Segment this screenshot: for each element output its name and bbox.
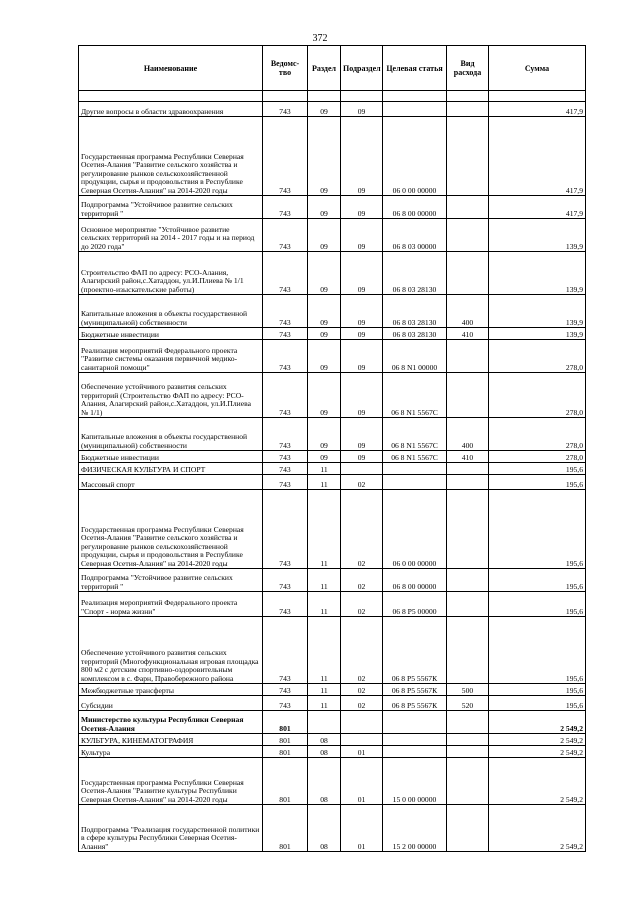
cell-name: Капитальные вложения в объекты государственной (муниципальной) собственности [79,295,263,328]
cell-name: Бюджетные инвестиции [79,328,263,340]
cell-name: ФИЗИЧЕСКАЯ КУЛЬТУРА И СПОРТ [79,463,263,475]
cell-name: Субсидии [79,696,263,711]
cell-name: Обеспечение устойчивого развития сельских территорий (Многофункциональная игровая площадка 800 м2 с детским спортивно-оздоровительным комплексом в с. Фарн, Правобережного района [79,617,263,684]
cell-razdel: 11 [308,617,341,684]
cell-name: Другие вопросы в области здравоохранения [79,102,263,117]
cell-podrazdel: 02 [341,475,383,490]
cell-razdel: 11 [308,463,341,475]
cell-vedomstvo: 743 [263,569,308,592]
table-row [79,219,586,252]
table-row [79,463,586,475]
cell-target: 06 8 P5 5567К [383,696,447,711]
cell-expense-type: 410 [447,451,489,463]
cell-sum: 195,6 [489,475,586,490]
table-row [79,805,586,852]
cell-vedomstvo: 743 [263,252,308,295]
header-target: Целевая статья [383,46,447,91]
cell-razdel: 08 [308,734,341,746]
cell-razdel: 09 [308,451,341,463]
cell-razdel: 09 [308,252,341,295]
cell-expense-type [447,252,489,295]
cell-name: Реализация мероприятий Федерального проекта "Развитие системы оказания первичной медико-санитарной помощи" [79,340,263,373]
cell-vedomstvo: 743 [263,592,308,617]
cell-expense-type [447,734,489,746]
cell-name: Межбюджетные трансферты [79,684,263,696]
cell-expense-type [447,592,489,617]
cell-expense-type: 520 [447,696,489,711]
cell-podrazdel: 09 [341,102,383,117]
cell-vedomstvo: 743 [263,328,308,340]
header-name: Наименование [79,46,263,91]
header-vedomstvo: Ведомс-тво [263,46,308,91]
cell-expense-type [447,746,489,758]
cell-vedomstvo: 801 [263,805,308,852]
cell-razdel: 11 [308,569,341,592]
cell-expense-type [447,373,489,418]
cell-razdel: 09 [308,117,341,196]
cell-expense-type [447,196,489,219]
cell-expense-type [447,102,489,117]
cell-sum: 195,6 [489,592,586,617]
cell-sum: 278,0 [489,373,586,418]
header-razdel: Раздел [308,46,341,91]
cell-vedomstvo: 801 [263,758,308,805]
cell-sum: 139,9 [489,252,586,295]
cell-vedomstvo: 743 [263,196,308,219]
cell-target [383,475,447,490]
cell-sum: 2 549,2 [489,711,586,734]
table-row [79,711,586,734]
cell-sum: 139,9 [489,295,586,328]
cell-sum: 278,0 [489,418,586,451]
cell-podrazdel: 09 [341,252,383,295]
cell-name: Культура [79,746,263,758]
cell-name: Обеспечение устойчивого развития сельских территорий (Строительство ФАП по адресу: РСО-Алания, Алагирский район,с.Хатаддон, ул.И.Плиева № 1/1) [79,373,263,418]
table-row [79,295,586,328]
cell-razdel: 09 [308,328,341,340]
cell-target: 06 0 00 00000 [383,490,447,569]
table-row [79,252,586,295]
cell-target: 06 0 00 00000 [383,117,447,196]
cell-podrazdel [341,463,383,475]
cell-name: Государственная программа Республики Северная Осетия-Алания "Развитие сельского хозяйства и регулирование рынков сельскохозяйственной продукции, сырья и продовольствия в Республике Северная Осетия-Алания" на 2014-2020 годы [79,490,263,569]
cell-vedomstvo: 743 [263,373,308,418]
cell-name: Подпрограмма "Устойчивое развитие сельских территорий " [79,196,263,219]
cell-sum: 195,6 [489,490,586,569]
table-row [79,328,586,340]
cell-razdel: 11 [308,592,341,617]
table-row [79,684,586,696]
table-row [79,617,586,684]
cell-vedomstvo: 743 [263,463,308,475]
cell-vedomstvo: 801 [263,734,308,746]
cell-target: 06 8 P5 5567К [383,684,447,696]
cell-razdel: 08 [308,805,341,852]
cell-razdel: 09 [308,340,341,373]
cell-expense-type [447,475,489,490]
header-sum: Сумма [489,46,586,91]
cell-podrazdel: 02 [341,490,383,569]
table-row [79,746,586,758]
cell-target: 06 8 N1 5567С [383,418,447,451]
cell-target [383,734,447,746]
cell-podrazdel: 09 [341,328,383,340]
cell-sum: 195,6 [489,684,586,696]
cell-podrazdel: 09 [341,418,383,451]
cell-target: 06 8 P5 5567К [383,617,447,684]
cell-sum: 195,6 [489,463,586,475]
cell-vedomstvo: 801 [263,711,308,734]
cell-name: Подпрограмма "Реализация государственной политики в сфере культуры Республики Северная Осетия-Алания" [79,805,263,852]
table-row [79,758,586,805]
cell-target: 06 8 N1 00000 [383,340,447,373]
cell-razdel: 11 [308,696,341,711]
cell-sum: 2 549,2 [489,746,586,758]
cell-vedomstvo: 743 [263,475,308,490]
cell-expense-type [447,711,489,734]
budget-table [78,45,586,852]
cell-expense-type: 400 [447,295,489,328]
cell-podrazdel: 01 [341,746,383,758]
cell-podrazdel: 02 [341,592,383,617]
cell-expense-type: 410 [447,328,489,340]
cell-podrazdel: 09 [341,451,383,463]
table-row [79,734,586,746]
cell-sum: 417,9 [489,102,586,117]
cell-target: 06 8 00 00000 [383,569,447,592]
cell-target: 06 8 P5 00000 [383,592,447,617]
cell-target: 06 8 03 28130 [383,328,447,340]
cell-name: КУЛЬТУРА, КИНЕМАТОГРАФИЯ [79,734,263,746]
cell-name: Бюджетные инвестиции [79,451,263,463]
cell-sum: 195,6 [489,696,586,711]
cell-razdel: 09 [308,219,341,252]
cell-name: Государственная программа Республики Северная Осетия-Алания "Развитие сельского хозяйства и регулирование рынков сельскохозяйственной продукции, сырья и продовольствия в Республике Северная Осетия-Алания" на 2014-2020 годы [79,117,263,196]
cell-vedomstvo: 743 [263,295,308,328]
cell-razdel: 11 [308,490,341,569]
cell-expense-type [447,340,489,373]
header-podrazdel: Подраздел [341,46,383,91]
header-spacer-row [79,91,586,102]
cell-podrazdel: 01 [341,805,383,852]
cell-razdel: 11 [308,475,341,490]
cell-target [383,463,447,475]
cell-expense-type [447,463,489,475]
cell-razdel: 09 [308,373,341,418]
table-row [79,418,586,451]
cell-expense-type [447,805,489,852]
cell-name: Основное мероприятие "Устойчивое развитие сельских территорий на 2014 - 2017 годы и на период до 2020 года" [79,219,263,252]
table-header-row [79,46,586,91]
cell-podrazdel: 02 [341,684,383,696]
cell-name: Государственная программа Республики Северная Осетия-Алания "Развитие культуры Республики Северная Осетия-Алания" на 2014-2020 годы [79,758,263,805]
cell-podrazdel: 09 [341,340,383,373]
cell-razdel: 09 [308,418,341,451]
cell-name: Строительство ФАП по адресу: РСО-Алания, Алагирский район,с.Хатаддон, ул.И.Плиева № 1/1 (проектно-изыскательские работы) [79,252,263,295]
cell-vedomstvo: 743 [263,617,308,684]
cell-target: 06 8 N1 5567С [383,451,447,463]
cell-podrazdel [341,711,383,734]
cell-sum: 195,6 [489,617,586,684]
cell-expense-type [447,758,489,805]
cell-sum: 195,6 [489,569,586,592]
table-row [79,102,586,117]
cell-razdel [308,711,341,734]
cell-target [383,102,447,117]
cell-sum: 2 549,2 [489,734,586,746]
cell-podrazdel: 09 [341,219,383,252]
table-row [79,117,586,196]
cell-razdel: 09 [308,295,341,328]
cell-expense-type [447,490,489,569]
cell-expense-type [447,117,489,196]
cell-vedomstvo: 743 [263,340,308,373]
cell-expense-type [447,617,489,684]
cell-vedomstvo: 743 [263,451,308,463]
cell-expense-type: 500 [447,684,489,696]
table-row [79,490,586,569]
cell-vedomstvo: 743 [263,490,308,569]
cell-razdel: 09 [308,102,341,117]
table-row [79,569,586,592]
cell-vedomstvo: 743 [263,219,308,252]
cell-target [383,746,447,758]
cell-vedomstvo: 743 [263,684,308,696]
cell-podrazdel: 02 [341,696,383,711]
cell-razdel: 11 [308,684,341,696]
table-row [79,451,586,463]
cell-target: 06 8 00 00000 [383,196,447,219]
page-number: 372 [312,33,328,44]
cell-sum: 2 549,2 [489,758,586,805]
cell-sum: 139,9 [489,328,586,340]
header-expense-type: Вид расхода [447,46,489,91]
cell-name: Капитальные вложения в объекты государственной (муниципальной) собственности [79,418,263,451]
cell-podrazdel: 01 [341,758,383,805]
cell-sum: 278,0 [489,340,586,373]
cell-target: 15 2 00 00000 [383,805,447,852]
cell-razdel: 08 [308,758,341,805]
cell-sum: 417,9 [489,117,586,196]
cell-name: Подпрограмма "Устойчивое развитие сельских территорий " [79,569,263,592]
cell-sum: 417,9 [489,196,586,219]
table-body [79,102,586,852]
table-row [79,196,586,219]
cell-target: 06 8 N1 5567С [383,373,447,418]
cell-vedomstvo: 743 [263,102,308,117]
cell-expense-type [447,219,489,252]
cell-razdel: 08 [308,746,341,758]
table-row [79,373,586,418]
cell-target [383,711,447,734]
cell-name: Массовый спорт [79,475,263,490]
cell-sum: 2 549,2 [489,805,586,852]
cell-podrazdel: 09 [341,117,383,196]
cell-vedomstvo: 743 [263,696,308,711]
table-row [79,340,586,373]
cell-podrazdel [341,734,383,746]
table-row [79,592,586,617]
cell-podrazdel: 02 [341,569,383,592]
cell-vedomstvo: 743 [263,117,308,196]
table-row [79,475,586,490]
cell-razdel: 09 [308,196,341,219]
cell-podrazdel: 09 [341,373,383,418]
cell-podrazdel: 09 [341,196,383,219]
cell-target: 06 8 03 28130 [383,252,447,295]
cell-vedomstvo: 801 [263,746,308,758]
cell-podrazdel: 02 [341,617,383,684]
cell-name: Министерство культуры Республики Северная Осетия-Алания [79,711,263,734]
cell-name: Реализация мероприятий Федерального проекта "Спорт - норма жизни" [79,592,263,617]
cell-expense-type [447,569,489,592]
cell-target: 06 8 03 28130 [383,295,447,328]
table-row [79,696,586,711]
cell-vedomstvo: 743 [263,418,308,451]
cell-sum: 278,0 [489,451,586,463]
cell-sum: 139,9 [489,219,586,252]
cell-podrazdel: 09 [341,295,383,328]
cell-expense-type: 400 [447,418,489,451]
cell-target: 06 8 03 00000 [383,219,447,252]
cell-target: 15 0 00 00000 [383,758,447,805]
